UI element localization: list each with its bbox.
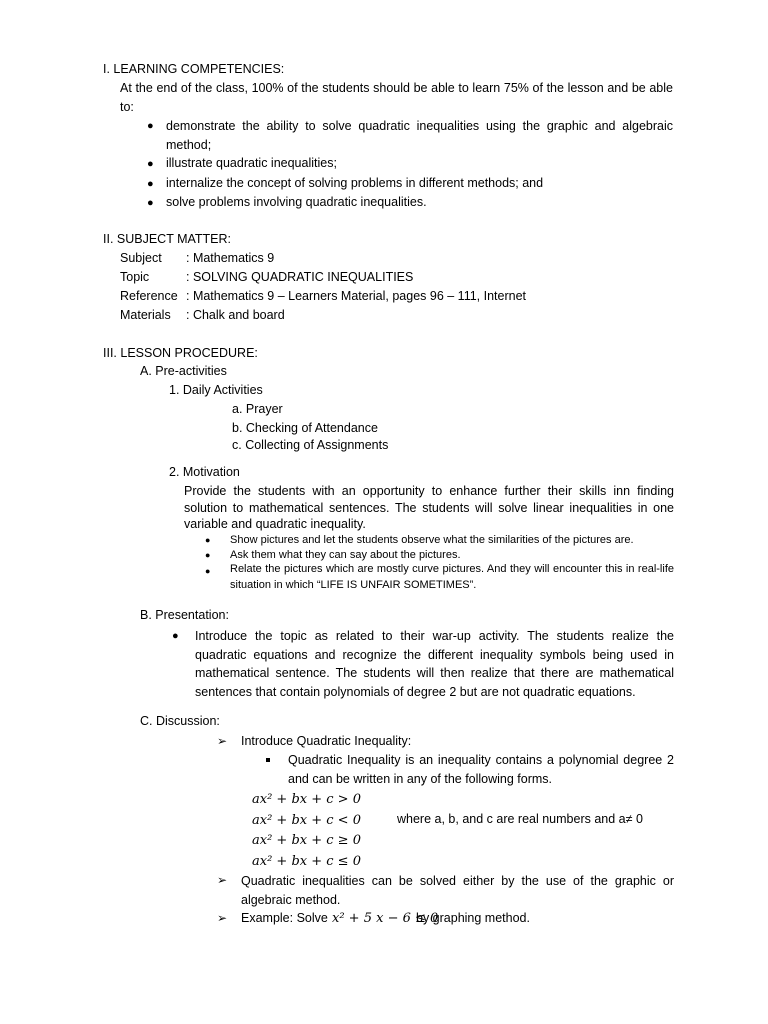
bullet-icon: ● [205,535,211,545]
section-1-heading: I. LEARNING COMPETENCIES: [103,62,285,76]
competency-item: internalize the concept of solving problems in different methods; and [166,176,544,190]
topic-label: Topic [120,270,150,284]
competency-item: illustrate quadratic inequalities; [166,156,337,170]
subject-label: Subject [120,251,162,265]
presentation-text: Introduce the topic as related to their war-up activity. The students realize the quadratic equations and recognize the different inequality symbols being used in mathematical sentence. The students will then realize that there are mathematical sentences that contain polynomials of degree 2 but are not quadratic equations. [195,629,674,699]
materials-label: Materials [120,308,171,322]
inequality-form: ax² + bx + c ≤ 0 [252,854,361,869]
coefficients-note: where a, b, and c are real numbers and a≠ 0 [397,812,643,826]
inequality-form: ax² + bx + c < 0 [252,813,361,828]
section-1-intro: At the end of the class, 100% of the students should be able to learn 75% of the lesson and be able to: [120,81,673,114]
example-label: Example: Solve [241,911,328,925]
bullet-icon: ● [147,178,154,190]
daily-item: a. Prayer [232,402,283,416]
motivation-heading: 2. Motivation [169,465,240,479]
motivation-item: Show pictures and let the students observe what the similarities of the pictures are. [230,534,634,546]
example-suffix: by graphing method. [416,911,530,925]
inequality-form: ax² + bx + c > 0 [252,792,361,807]
bullet-icon: ● [147,197,154,209]
section-2-heading: II. SUBJECT MATTER: [103,232,232,246]
topic-value: : SOLVING QUADRATIC INEQUALITIES [186,270,414,284]
arrow-bullet-icon: ➢ [217,911,228,925]
reference-label: Reference [120,289,178,303]
bullet-icon: ● [172,630,179,642]
subject-value: : Mathematics 9 [186,251,275,265]
discussion-item: Introduce Quadratic Inequality: [241,734,412,748]
pre-activities-heading: A. Pre-activities [140,364,227,378]
section-3-heading: III. LESSON PROCEDURE: [103,346,258,360]
daily-item: b. Checking of Attendance [232,421,378,435]
reference-value: : Mathematics 9 – Learners Material, pages 96 – 111, Internet [186,289,527,303]
arrow-bullet-icon: ➢ [217,873,228,887]
presentation-heading: B. Presentation: [140,608,229,622]
bullet-icon: ● [205,550,211,560]
motivation-item: Ask them what they can say about the pictures. [230,549,461,561]
materials-value: : Chalk and board [186,308,285,322]
example-inequality: x² + 5 x − 6 ≤ 0 [332,911,439,926]
competency-item: solve problems involving quadratic inequalities. [166,195,427,209]
competency-item: demonstrate the ability to solve quadratic inequalities using the graphic and algebraic method; [166,119,673,152]
motivation-text: Provide the students with an opportunity to enhance further their skills inn finding solution to mathematical sentences. The students will solve linear inequalities in one variable and quadratic inequality. [184,484,674,531]
bullet-icon: ● [147,158,154,170]
square-bullet-icon [266,758,270,762]
arrow-bullet-icon: ➢ [217,734,228,748]
inequality-form: ax² + bx + c ≥ 0 [252,833,361,848]
discussion-heading: C. Discussion: [140,714,220,728]
daily-item: c. Collecting of Assignments [232,438,389,452]
bullet-icon: ● [205,566,211,576]
quadratic-definition: Quadratic Inequality is an inequality contains a polynomial degree 2 and can be written in any of the following forms. [288,753,674,786]
bullet-icon: ● [147,120,154,132]
discussion-item: Quadratic inequalities can be solved either by the use of the graphic or algebraic method. [241,874,674,907]
motivation-item: Relate the pictures which are mostly curve pictures. And they will encounter this in real-life situation in which “LIFE IS UNFAIR SOMETIMES”. [230,563,674,591]
daily-activities-heading: 1. Daily Activities [169,383,263,397]
